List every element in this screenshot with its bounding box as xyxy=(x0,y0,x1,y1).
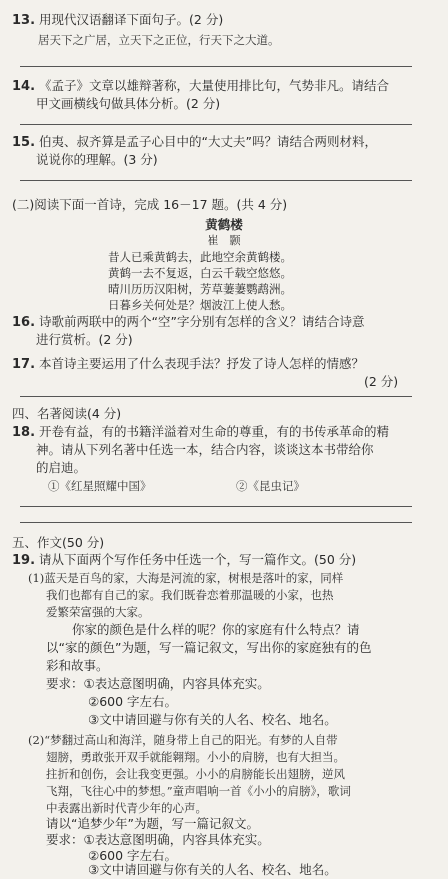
task1-requirement: ③文中请回避与你有关的人名、校名、地名。 xyxy=(88,712,337,727)
section-heading: 四、名著阅读(4 分) xyxy=(12,406,122,421)
poem-line: 日暮乡关何处是？烟波江上使人愁。 xyxy=(108,298,292,312)
poem-line: 昔人已乘黄鹤去，此地空余黄鹤楼。 xyxy=(108,250,292,264)
task1-line: 爱繁荣富强的大家。 xyxy=(46,605,150,619)
task2-requirement: 要求：①表达意图明确，内容具体充实。 xyxy=(46,832,270,847)
task1-line: 你家的颜色是什么样的呢？你的家庭有什么特点？请 xyxy=(72,622,360,637)
question-number: 14. xyxy=(12,79,36,94)
answer-line xyxy=(20,506,412,507)
task2-requirement: ②600 字左右。 xyxy=(88,848,178,863)
book-option-1: ①《红星照耀中国》 xyxy=(48,479,152,493)
question-14 xyxy=(12,78,389,95)
task1-line: 以“家的颜色”为题，写一篇记叙文，写出你的家庭独有的色 xyxy=(46,640,372,655)
question-intro: 请从下面两个写作任务中任选一个，写一篇作文。(50 分) xyxy=(39,552,357,567)
question-15 xyxy=(12,134,377,151)
section-heading: 五、作文(50 分) xyxy=(12,535,105,550)
answer-line xyxy=(20,124,412,125)
question-18-line2: 神。请从下列名著中任选一本，结合内容，谈谈这本书带给你 xyxy=(36,442,374,457)
task2-line: 飞翔，飞往心中的梦想。”童声唱响一首《小小的肩膀》，歌词 xyxy=(46,784,351,798)
task1-requirement: ②600 字左右。 xyxy=(88,694,178,709)
task1-line: 我们也都有自己的家。我们既眷恋着那温暖的小家，也热 xyxy=(46,588,334,602)
task1-line: (1)蓝天是百鸟的家，大海是河流的家，树根是落叶的家，同样 xyxy=(28,571,344,585)
question-17 xyxy=(12,356,364,373)
answer-line xyxy=(20,522,412,523)
task2-line: 拄折和创伤，会让我变更强。小小的肩膀能长出翅膀，逆风 xyxy=(46,767,345,781)
question-number: 19. xyxy=(12,553,36,568)
task2-line: 请以“追梦少年”为题，写一篇记叙文。 xyxy=(46,816,259,831)
question-text-line1: 诗歌前两联中的两个“空”字分别有怎样的含义？请结合诗意 xyxy=(39,314,365,329)
question-13 xyxy=(12,12,223,29)
task2-line: (2)“梦翻过高山和海洋，随身带上自己的阳光。有梦的人自带 xyxy=(28,733,338,747)
poem-line: 黄鹤一去不复返，白云千载空悠悠。 xyxy=(108,266,292,280)
task1-requirement: 要求：①表达意图明确，内容具体充实。 xyxy=(46,676,270,691)
question-18-line3: 的启迪。 xyxy=(36,460,87,475)
poem-line: 晴川历历汉阳树，芳草萋萋鹦鹉洲。 xyxy=(108,282,292,296)
task1-line: 彩和故事。 xyxy=(46,658,109,673)
question-number: 18. xyxy=(12,425,36,440)
question-prompt: 用现代汉语翻译下面句子。(2 分) xyxy=(39,12,224,27)
task2-line: 中表露出新时代青少年的心声。 xyxy=(46,801,207,815)
question-14-line2: 甲文画横线句做具体分析。(2 分) xyxy=(36,96,221,111)
answer-line xyxy=(20,180,412,181)
poem-author: 崔 颢 xyxy=(207,234,241,247)
question-13-quote: 居天下之广居，立天下之正位，行天下之大道。 xyxy=(38,33,280,47)
question-text: 本首诗主要运用了什么表现手法？抒发了诗人怎样的情感？ xyxy=(39,356,365,371)
question-16 xyxy=(12,314,364,331)
question-text-line1: 开卷有益，有的书籍洋溢着对生命的尊重，有的书传承革命的精 xyxy=(39,424,390,439)
question-18 xyxy=(12,424,389,441)
question-17-score: (2 分) xyxy=(364,374,399,389)
question-number: 17. xyxy=(12,357,36,372)
question-16-line2: 进行赏析。(2 分) xyxy=(36,332,133,347)
question-number: 15. xyxy=(12,135,36,150)
question-number: 16. xyxy=(12,315,36,330)
book-option-2: ②《昆虫记》 xyxy=(236,479,305,493)
section-heading: (二)阅读下面一首诗，完成 16－17 题。(共 4 分) xyxy=(12,197,288,212)
question-19 xyxy=(12,552,356,569)
answer-line xyxy=(20,396,412,397)
question-text-line1: 《孟子》文章以雄辩著称，大量使用排比句，气势非凡。请结合 xyxy=(39,78,390,93)
question-15-line2: 说说你的理解。(3 分) xyxy=(36,152,158,167)
poem-title: 黄鹤楼 xyxy=(205,217,243,232)
answer-line xyxy=(20,66,412,67)
question-text-line1: 伯夷、叔齐算是孟子心目中的“大丈夫”吗？请结合两则材料， xyxy=(39,134,377,149)
question-number: 13. xyxy=(12,13,36,28)
task2-line: 翅膀，勇敢张开双手就能翱翔。小小的肩膀，也有大担当。 xyxy=(46,750,345,764)
task2-requirement: ③文中请回避与你有关的人名、校名、地名。 xyxy=(88,862,337,877)
